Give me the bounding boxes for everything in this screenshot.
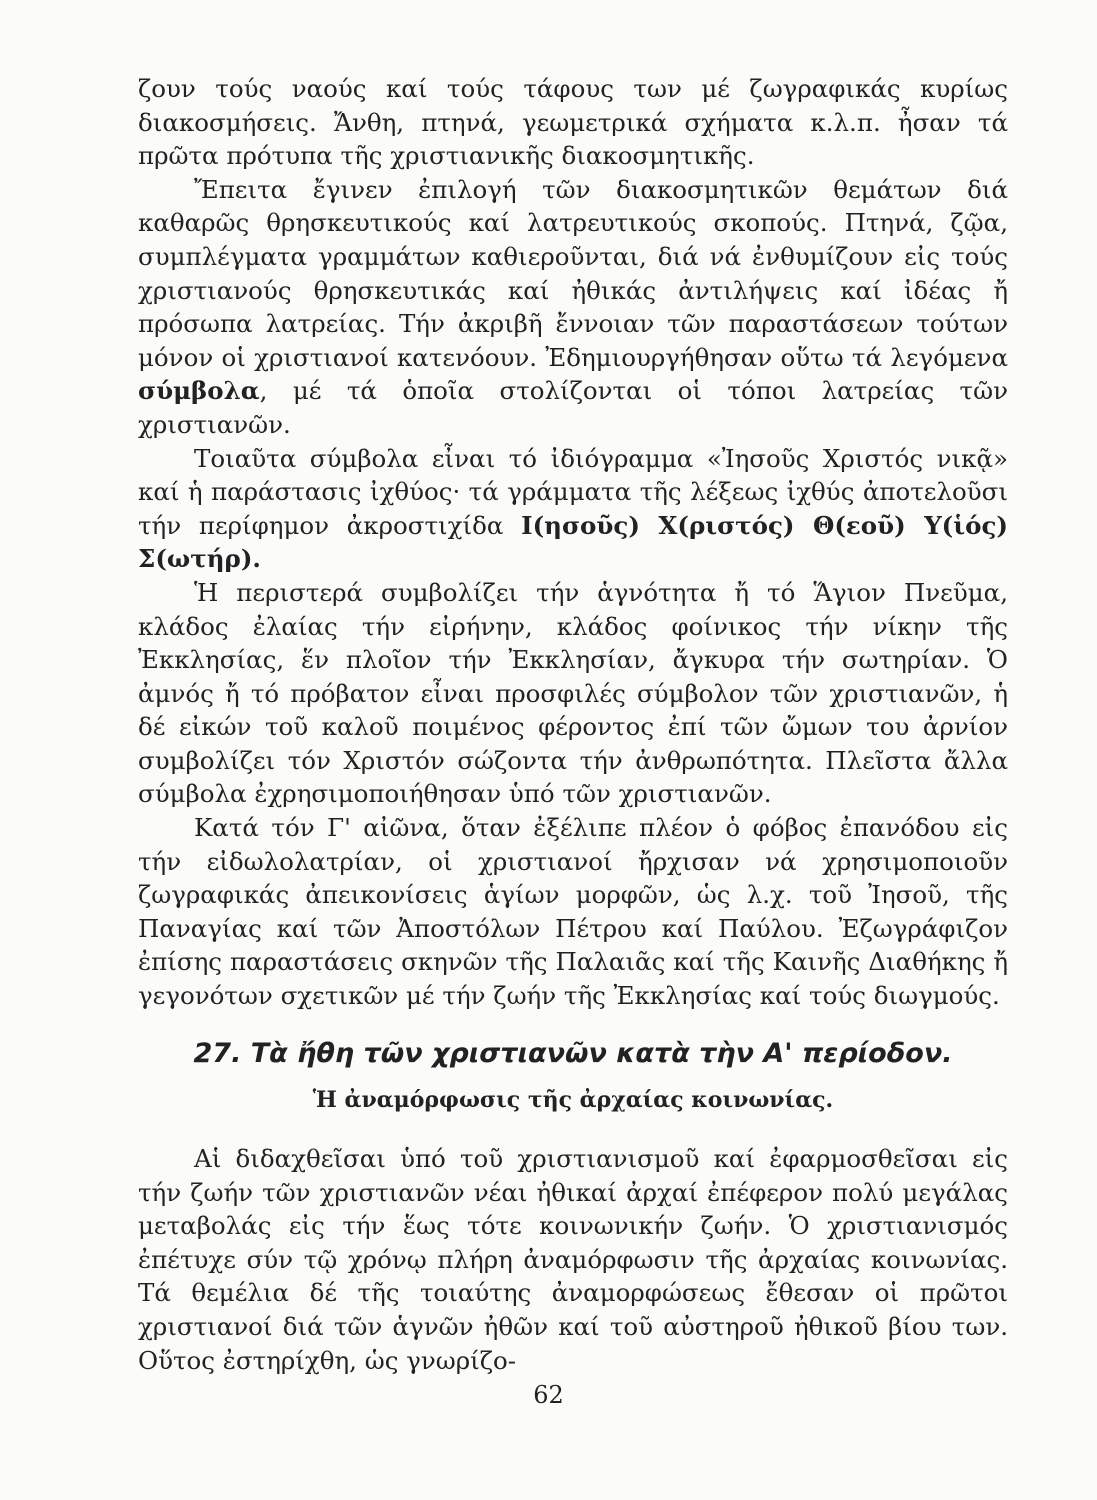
paragraph: Αἱ διδαχθεῖσαι ὑπό τοῦ χριστιανισμοῦ καί ἐφαρμοσθεῖσαι εἰς τήν ζωήν τῶν χριστιανῶν νέαι ἠθικαί ἀρχαί ἐπέφερον πολύ μεγάλας μεταβολάς εἰς τήν ἕως τότε κοινωνικήν ζωήν. Ὁ χριστιανισμός ἐπέτυχε σύν τῷ χρόνῳ πλήρη ἀναμόρφωσιν τῆς ἀρχαίας κοινωνίας. Τά θεμέλια δέ τῆς τοιαύτης ἀναμορφώσεως ἔθεσαν οἱ πρῶτοι χριστιανοί διά τῶν ἁγνῶν ἠθῶν καί τοῦ αὐστηροῦ ἠθικοῦ βίου των. Οὕτος ἐστηρίχθη, ὡς γνωρίζο- [138,1144,1008,1375]
body-text-upper [138,72,1008,1013]
section-subheading: Ἡ ἀναμόρφωσις τῆς ἀρχαίας κοινωνίας. [312,1087,834,1113]
emphasized-term: σύμβολα [138,376,260,406]
paragraph: Κατά τόν Γ' αἰῶνα, ὅταν ἐξέλιπε πλέον ὁ φόβος ἐπανόδου εἰς τήν εἰδωλολατρίαν, οἱ χριστιανοί ἤρχισαν νά χρησιμοποιοῦν ζωγραφικάς ἀπεικονίσεις ἁγίων μορφῶν, ὡς λ.χ. τοῦ Ἰησοῦ, τῆς Παναγίας καί τῶν Ἀποστόλων Πέτρου καί Παύλου. Ἐζωγράφιζον ἐπίσης παραστάσεις σκηνῶν τῆς Παλαιᾶς καί τῆς Καινῆς Διαθήκης ἤ γεγονότων σχετικῶν μέ τήν ζωήν τῆς Ἐκκλησίας καί τούς διωγμούς. [138,813,1008,1011]
page-number: 62 [533,1381,564,1409]
paragraph: ζουν τούς ναούς καί τούς τάφους των μέ ζωγραφικάς κυρίως διακοσμήσεις. Ἄνθη, πτηνά, γεωμετρικά σχήματα κ.λ.π. ἦσαν τά πρῶτα πρότυπα τῆς χριστιανικῆς διακοσμητικῆς. [138,74,1008,171]
paragraph [138,173,1008,442]
text-run: Ἔπειτα ἔγινεν ἐπιλογή τῶν διακοσμητικῶν θεμάτων διά καθαρῶς θρησκευτικούς καί λατρευτικούς σκοπούς. Πτηνά, ζῷα, συμπλέγματα γραμμάτων καθιεροῦνται, διά νά ἐνθυμίζουν εἰς τούς χριστιανούς θρησκευτικάς καί ἠθικάς ἀντιλήψεις καί ἰδέας ἤ πρόσωπα λατρείας. Τήν ἀκριβῆ ἔννοιαν τῶν παραστάσεων τούτων μόνον οἱ χριστιανοί κατενόουν. Ἐδημιουργήθησαν οὕτω τά λεγόμενα [138,174,1008,372]
acrostic: Ι(ησοῦς) Χ(ριστός) Θ(εοῦ) Υ(ἱός) Σ(ωτήρ). [138,510,1008,574]
paragraph: Ἡ περιστερά συμβολίζει τήν ἁγνότητα ἤ τό Ἅγιον Πνεῦμα, κλάδος ἐλαίας τήν εἰρήνην, κλάδος φοίνικος τήν νίκην τῆς Ἐκκλησίας, ἕν πλοῖον τήν Ἐκκλησίαν, ἄγκυρα τήν σωτηρίαν. Ὁ ἀμνός ἤ τό πρόβατον εἶναι προσφιλές σύμβολον τῶν χριστιανῶν, ἡ δέ εἰκών τοῦ καλοῦ ποιμένος φέροντος ἐπί τῶν ὤμων του ἀρνίον συμβολίζει τόν Χριστόν σώζοντα τήν ἀνθρωπότητα. Πλεῖστα ἄλλα σύμβολα ἐχρησιμοποιήθησαν ὑπό τῶν χριστιανῶν. [138,577,1008,809]
text-run: , μέ τά ὁποῖα στολίζονται οἱ τόποι λατρείας τῶν χριστιανῶν. [138,376,1008,439]
section-heading: 27. Τὰ ἤθη τῶν χριστιανῶν κατὰ τὴν Α' περίοδον. [193,1038,953,1069]
text-run: Τοιαῦτα σύμβολα εἶναι τό ἰδιόγραμμα «Ἰησοῦς Χριστός νικᾷ» καί ἡ παράστασις ἰχθύος· τά γράμματα τῆς λέξεως ἰχθύς ἀποτελοῦσι τήν περίφημον ἀκροστιχίδα [138,443,1008,540]
body-text-lower [138,1142,1008,1377]
paragraph [138,442,1008,576]
